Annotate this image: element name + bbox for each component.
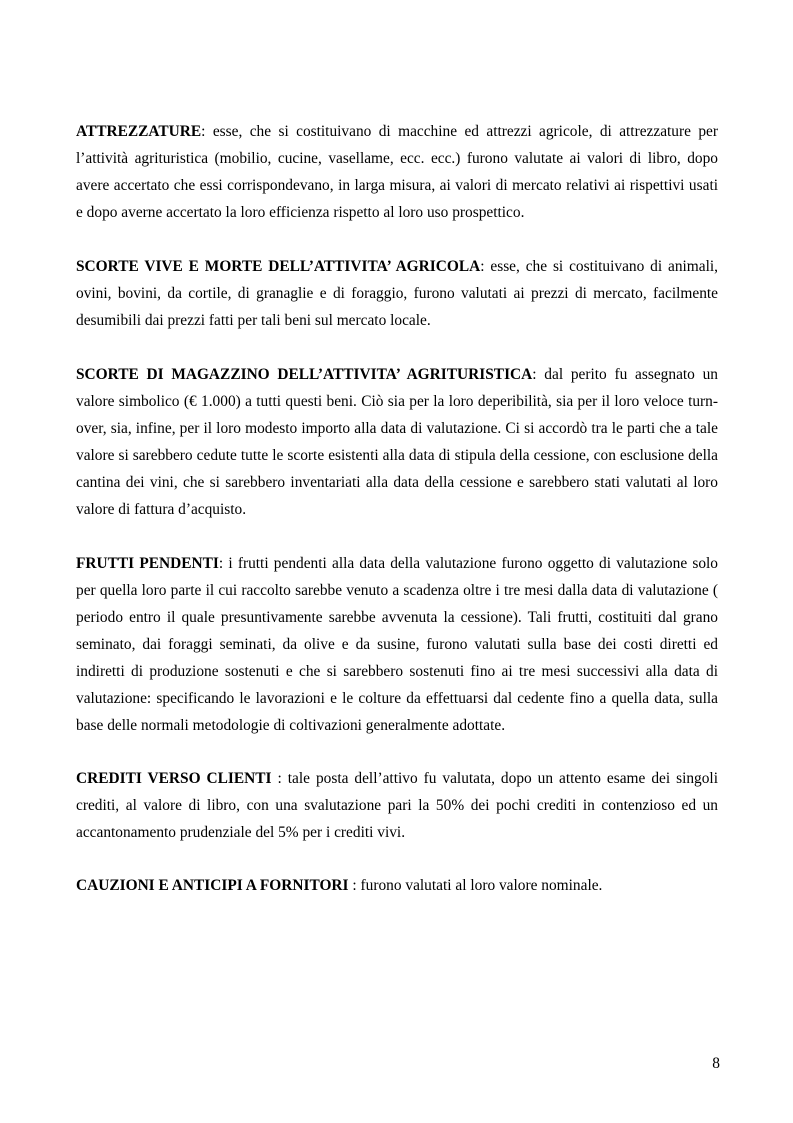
paragraph-heading: SCORTE VIVE E MORTE DELL’ATTIVITA’ AGRICOLA — [76, 258, 481, 275]
paragraph-body: : esse, che si costituivano di animali, ovini, bovini, da cortile, di granaglie e di foraggio, furono valutati ai prezzi di mercato, facilmente desumibili dai prezzi fatti per tali beni sul mercato locale. — [76, 258, 718, 329]
paragraph-cauzioni — [76, 872, 718, 899]
paragraph-heading: ATTREZZATURE — [76, 123, 202, 140]
paragraph-body: : tale posta dell’attivo fu valutata, dopo un attento esame dei singoli crediti, al valore di libro, con una svalutazione pari la 50% dei pochi crediti in contenzioso ed un accantonamento prudenziale del 5% per i crediti vivi. — [76, 770, 718, 841]
paragraph-scorte-vive — [76, 253, 718, 334]
paragraph-scorte-magazzino — [76, 361, 718, 523]
paragraph-heading: SCORTE DI MAGAZZINO DELL’ATTIVITA’ AGRITURISTICA — [76, 366, 533, 383]
paragraph-frutti-pendenti — [76, 550, 718, 739]
paragraph-body: : dal perito fu assegnato un valore simbolico (€ 1.000) a tutti questi beni. Ciò sia per la loro deperibilità, sia per il loro veloce turn-over, sia, infine, per il loro modesto importo alla data di valutazione. Ci si accordò tra le parti che a tale valore si sarebbero cedute tutte le scorte esistenti alla data di stipula della cessione, con esclusione della cantina dei vini, che si sarebbero inventariati alla data della cessione e sarebbero stati valutati al loro valore di fattura d’acquisto. — [76, 366, 718, 518]
document-page — [76, 118, 718, 899]
paragraph-heading: FRUTTI PENDENTI — [76, 555, 219, 572]
paragraph-attrezzature — [76, 118, 718, 226]
paragraph-body: : esse, che si costituivano di macchine ed attrezzi agricole, di attrezzature per l’attività agrituristica (mobilio, cucine, vasellame, ecc. ecc.) furono valutate ai valori di libro, dopo avere accertato che essi corrispondevano, in larga misura, ai valori di mercato relativi ai rispettivi usati e dopo averne accertato la loro efficienza rispetto al loro uso prospettico. — [76, 123, 718, 221]
page-number: 8 — [712, 1055, 720, 1072]
paragraph-heading: CAUZIONI E ANTICIPI A FORNITORI — [76, 877, 349, 894]
paragraph-heading: CREDITI VERSO CLIENTI — [76, 770, 272, 787]
paragraph-crediti-clienti — [76, 765, 718, 846]
paragraph-body: : i frutti pendenti alla data della valutazione furono oggetto di valutazione solo per quella loro parte il cui raccolto sarebbe venuto a scadenza oltre i tre mesi dalla data di valutazione ( periodo entro il quale presuntivamente sarebbe avvenuta la cessione). Tali frutti, costituiti dal grano seminato, dai foraggi seminati, da olive e da susine, furono valutati sulla base dei costi diretti ed indiretti di produzione sostenuti e che si sarebbero sostenuti fino ai tre mesi successivi alla data di valutazione: specificando le lavorazioni e le colture da effettuarsi dal cedente fino a quella data, sulla base delle normali metodologie di coltivazioni generalmente adottate. — [76, 555, 719, 734]
paragraph-body: : furono valutati al loro valore nominale. — [348, 877, 603, 894]
